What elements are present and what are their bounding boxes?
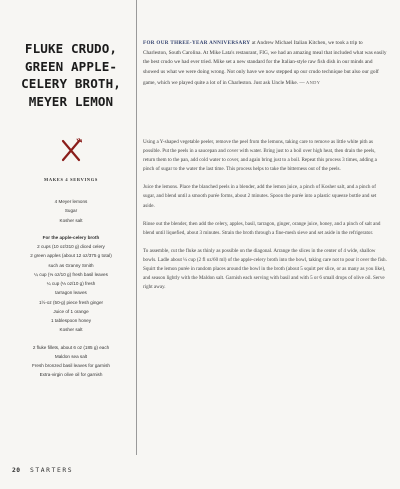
method-steps [143, 138, 388, 301]
ingredient: Kosher salt [59, 327, 83, 333]
ingredient: such as Granny Smith [48, 262, 94, 268]
ingredient: Sugar [64, 208, 78, 214]
ingredient: 1½-oz (50-g) piece fresh ginger [38, 299, 104, 305]
title-line: FLUKE CRUDO, [24, 41, 118, 56]
broth-subheading: For the apple-celery broth [42, 234, 100, 240]
headnote-text: at Andrew Michael Italian Kitchen, we took a trip to Charleston, South Carolina. At Mike Lata's restaurant, FIG, we had an amazing meal that included what was easily the best crudo we had ever tried. Mike set a new standard for the Italian-style raw fish dish in our minds and showed us what we were doing wrong. Not only have we now stepped up our crudo technique but also our golf game, which we played quite a lot of in Charleston. Just ask Uncle Mike. — [143, 40, 387, 86]
ingredient: Extra-virgin olive oil for garnish [39, 372, 103, 378]
method-paragraph: Using a Y-shaped vegetable peeler, remove the peel from the lemons, taking care to remove as little white pith as possible. Put the peels in a saucepan and cover with water. Bring just to a boil over high heat, then drain the peels, return them to the pan, add cold water to cover, and again bring just to a boil. Repeat this process 3 times, adding a pinch of sugar to the water the last time. This process helps to take the bitterness out of the peels. [143, 139, 377, 173]
title-line: MEYER LEMON [28, 93, 114, 109]
section-name: STARTERS [30, 467, 74, 474]
ingredient: Fresh bronzed basil leaves for garnish [32, 363, 110, 368]
page-number: 20 [12, 467, 21, 474]
recipe-title [12, 40, 130, 110]
crossed-fork-knife-icon [58, 137, 84, 163]
ingredient: Kosher salt [59, 217, 83, 223]
title-line: CELERY BROTH, [21, 76, 121, 91]
ingredient: Juice of 1 orange [53, 308, 89, 314]
page-footer [12, 467, 73, 474]
headnote-signature: ANDY [306, 79, 321, 85]
ingredient: tarragon leaves [55, 290, 87, 296]
ingredient: ¼ cup (⅓ oz/10 g) fresh [46, 281, 96, 286]
title-line: GREEN APPLE- [24, 58, 118, 74]
ingredient: 1 tablespoon honey [50, 318, 92, 323]
method-paragraph: Rinse out the blender, then add the celery, apples, basil, tarragon, ginger, orange juice, honey, and a pinch of salt and blend until liquefied, about 3 minutes. Strain the broth through a fine-mesh sieve and set aside in the refrigerator. [143, 220, 381, 236]
ingredient: 2 green apples (about 12 oz/375 g total) [30, 253, 112, 259]
ingredient: ¼ cup (⅓ oz/10 g) fresh basil leaves [34, 271, 108, 277]
ingredient: 2 fluke fillets, about 6 oz (185 g) each [32, 344, 110, 350]
ingredient: Maldon sea salt [54, 353, 88, 359]
column-divider [136, 0, 137, 455]
ingredient: 4 Meyer lemons [54, 199, 88, 204]
method-paragraph: To assemble, cut the fluke as thinly as possible on the diagonal. Arrange the slices in the center of 4 wide, shallow bowls. Ladle about ¼ cup (2 fl oz/60 ml) of the apple-celery broth into the bowl, taking care not to pour it over the fish. Squirt the lemon purée in random places around the bowl in the broth (about 5 squirt per slice, or as many as you like), and season lightly with the Maldon salt. Garnish each serving with basil and with 5 or 6 small drops of olive oil. Serve right away. [143, 247, 387, 291]
method-paragraph: Juice the lemons. Place the blanched peels in a blender, add the lemon juice, a pinch of Kosher salt, and a pinch of sugar, and blend until a smooth purée forms, about 2 minutes. Spoon the purée into a plastic squeeze bottle and set aside. [143, 184, 377, 209]
headnote [143, 39, 388, 89]
ingredient: 2 cups (10 oz/310 g) diced celery [37, 244, 105, 249]
makes-servings: MAKES 4 SERVINGS [44, 177, 98, 182]
ingredient-list [12, 197, 130, 380]
headnote-lead: FOR OUR THREE-YEAR ANNIVERSARY [143, 40, 251, 46]
